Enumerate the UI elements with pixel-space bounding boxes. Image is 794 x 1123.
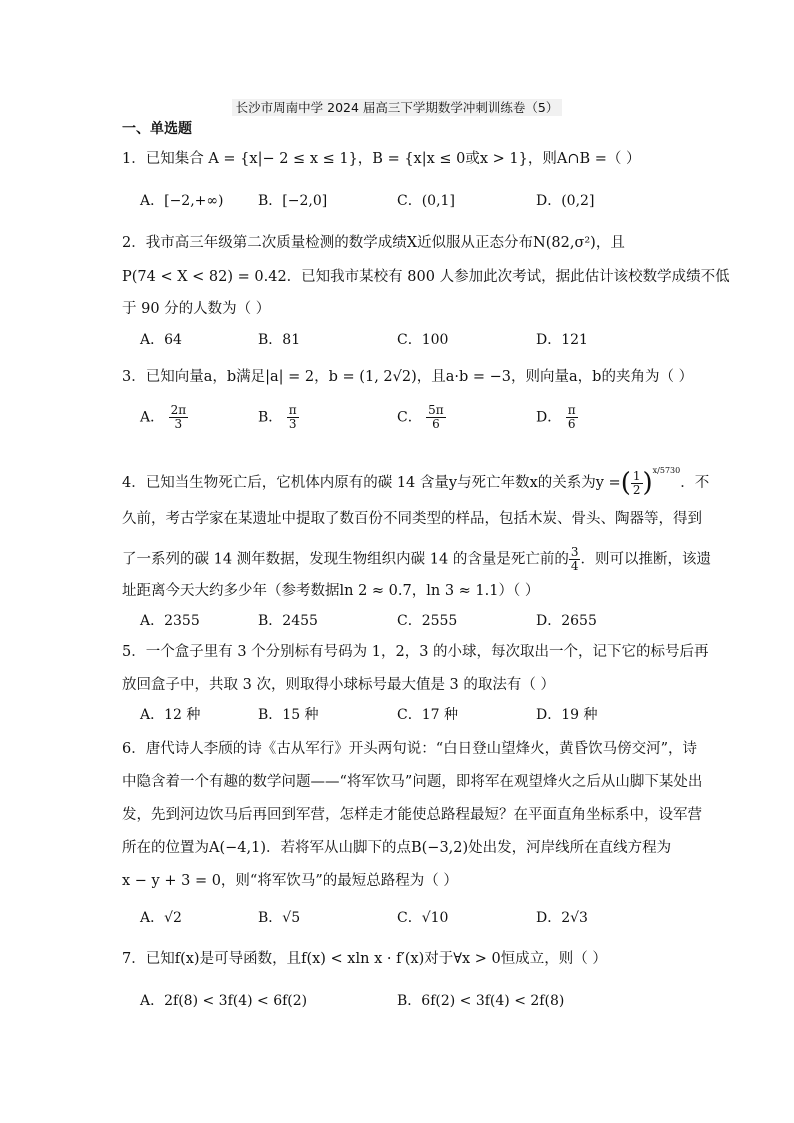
question-4-option-c: C．2555 — [397, 613, 458, 629]
question-6-option-b: B．√5 — [258, 910, 301, 926]
question-1-option-b: B．[−2,0] — [258, 193, 328, 209]
question-5-option-d: D．19 种 — [536, 707, 598, 723]
question-6-line-5: x − y + 3 = 0，则“将军饮马”的最短总路程为（ ） — [122, 873, 458, 889]
option-a-denominator: 3 — [174, 417, 183, 431]
question-6-line-1: 6．唐代诗人李颀的诗《古从军行》开头两句说：“白日登山望烽火，黄昏饮马傍交河”，诗 — [122, 741, 698, 757]
option-a-fraction — [169, 404, 189, 431]
option-a-label: A． — [140, 409, 165, 426]
question-5-line-2: 放回盒子中，共取 3 次，则取得小球标号最大值是 3 的取法有（ ） — [122, 677, 555, 693]
question-2-line-3: 于 90 分的人数为（ ） — [122, 301, 271, 317]
formula-fraction — [631, 470, 643, 497]
question-7-option-a: A．2f(8) < 3f(4) < 6f(2) — [140, 993, 308, 1009]
question-4-line-3 — [122, 545, 711, 573]
option-b-denominator: 3 — [288, 417, 297, 431]
question-4-line-3-text: 了一系列的碳 14 测年数据，发现生物组织内碳 14 的含量是死亡前的 — [122, 551, 569, 568]
question-6-line-3: 发，先到河边饮马后再回到军营，怎样走才能使总路程最短？在平面直角坐标系中，设军营 — [122, 807, 702, 823]
ratio-fraction — [569, 546, 581, 573]
question-6-option-c: C．√10 — [397, 910, 449, 926]
question-1-option-c: C．(0,1] — [397, 193, 455, 209]
question-6-option-a: A．√2 — [140, 910, 182, 926]
option-b-fraction — [287, 404, 299, 431]
question-5-option-a: A．12 种 — [140, 707, 201, 723]
page-header — [0, 98, 794, 116]
question-3-option-a — [140, 404, 188, 431]
option-b-numerator: π — [288, 403, 297, 417]
question-5-option-b: B．15 种 — [258, 707, 319, 723]
option-d-denominator: 6 — [567, 417, 576, 431]
option-d-fraction — [566, 404, 578, 431]
formula-paren-open: ( — [620, 468, 631, 498]
question-2-line-2: P(74 < X < 82) = 0.42．已知我市某校有 800 人参加此次考试，据此估计该校数学成绩不低 — [122, 269, 730, 285]
ratio-numerator: 3 — [570, 545, 579, 559]
question-1-option-a: A．[−2,+∞) — [140, 193, 224, 209]
question-3-option-b — [258, 404, 299, 431]
question-2-option-c: C．100 — [397, 332, 449, 348]
option-a-numerator: 2π — [170, 403, 187, 417]
option-d-label: D． — [536, 409, 562, 426]
question-4-option-b: B．2455 — [258, 613, 318, 629]
question-3-option-d — [536, 404, 578, 431]
option-d-numerator: π — [567, 403, 576, 417]
option-c-denominator: 6 — [432, 417, 440, 431]
question-4-option-d: D．2655 — [536, 613, 597, 629]
question-4-line-1-text: 4．已知当生物死亡后，它机体内原有的碳 14 含量y与死亡年数x的关系为y = — [122, 475, 621, 491]
question-3-stem: 3．已知向量a，b满足|a| = 2，b = (1, 2√2)，且a·b = −3，则向量a，b的夹角为（ ） — [122, 369, 694, 385]
question-4-line-3-end: ．则可以推断，该遗 — [580, 551, 711, 568]
question-4-line-2: 久前，考古学家在某遗址中提取了数百份不同类型的样品，包括木炭、骨头、陶器等，得到 — [122, 511, 702, 527]
option-c-label: C． — [397, 409, 422, 426]
section-title: 一、单选题 — [122, 121, 192, 137]
question-4-line-4: 址距离今天大约多少年（参考数据ln 2 ≈ 0.7，ln 3 ≈ 1.1）（ ） — [122, 583, 540, 599]
option-b-label: B． — [258, 409, 283, 426]
ratio-denominator: 4 — [570, 559, 579, 573]
formula-paren-close: ) — [642, 468, 653, 498]
question-2-option-a: A．64 — [140, 332, 182, 348]
formula-denominator: 2 — [632, 482, 641, 497]
question-3-option-c — [397, 404, 446, 431]
question-5-option-c: C．17 种 — [397, 707, 458, 723]
question-1-stem: 1．已知集合 A = {x|− 2 ≤ x ≤ 1}，B = {x|x ≤ 0或x > 1}，则A∩B =（ ） — [122, 151, 641, 167]
option-c-numerator: 5π — [428, 403, 444, 417]
question-4-line-1 — [122, 462, 710, 498]
question-2-option-b: B．81 — [258, 332, 301, 348]
question-6-line-2: 中隐含着一个有趣的数学问题——“将军饮马”问题，即将军在观望烽火之后从山脚下某处出 — [122, 774, 703, 790]
question-1-option-d: D．(0,2] — [536, 193, 595, 209]
question-7-stem: 7．已知f(x)是可导函数，且f(x) < xln x · f′(x)对于∀x > 0恒成立，则（ ） — [122, 951, 607, 967]
option-c-fraction — [426, 404, 446, 431]
question-7-option-b: B．6f(2) < 3f(4) < 2f(8) — [397, 993, 565, 1009]
question-5-line-1: 5．一个盒子里有 3 个分别标有号码为 1，2，3 的小球，每次取出一个，记下它的标号后再 — [122, 644, 709, 660]
question-6-line-4: 所在的位置为A(−4,1)．若将军从山脚下的点B(−3,2)处出发，河岸线所在直线方程为 — [122, 840, 672, 856]
question-4-option-a: A．2355 — [140, 613, 200, 629]
question-2-line-1: 2．我市高三年级第二次质量检测的数学成绩X近似服从正态分布N(82,σ²)，且 — [122, 235, 625, 251]
formula-exponent: x/5730 — [652, 466, 681, 475]
exam-title: 长沙市周南中学 2024 届高三下学期数学冲刺训练卷（5） — [232, 99, 563, 116]
formula-numerator: 1 — [632, 468, 641, 483]
question-4-line-1-end: ．不 — [680, 475, 710, 491]
question-6-option-d: D．2√3 — [536, 910, 588, 926]
question-2-option-d: D．121 — [536, 332, 588, 348]
